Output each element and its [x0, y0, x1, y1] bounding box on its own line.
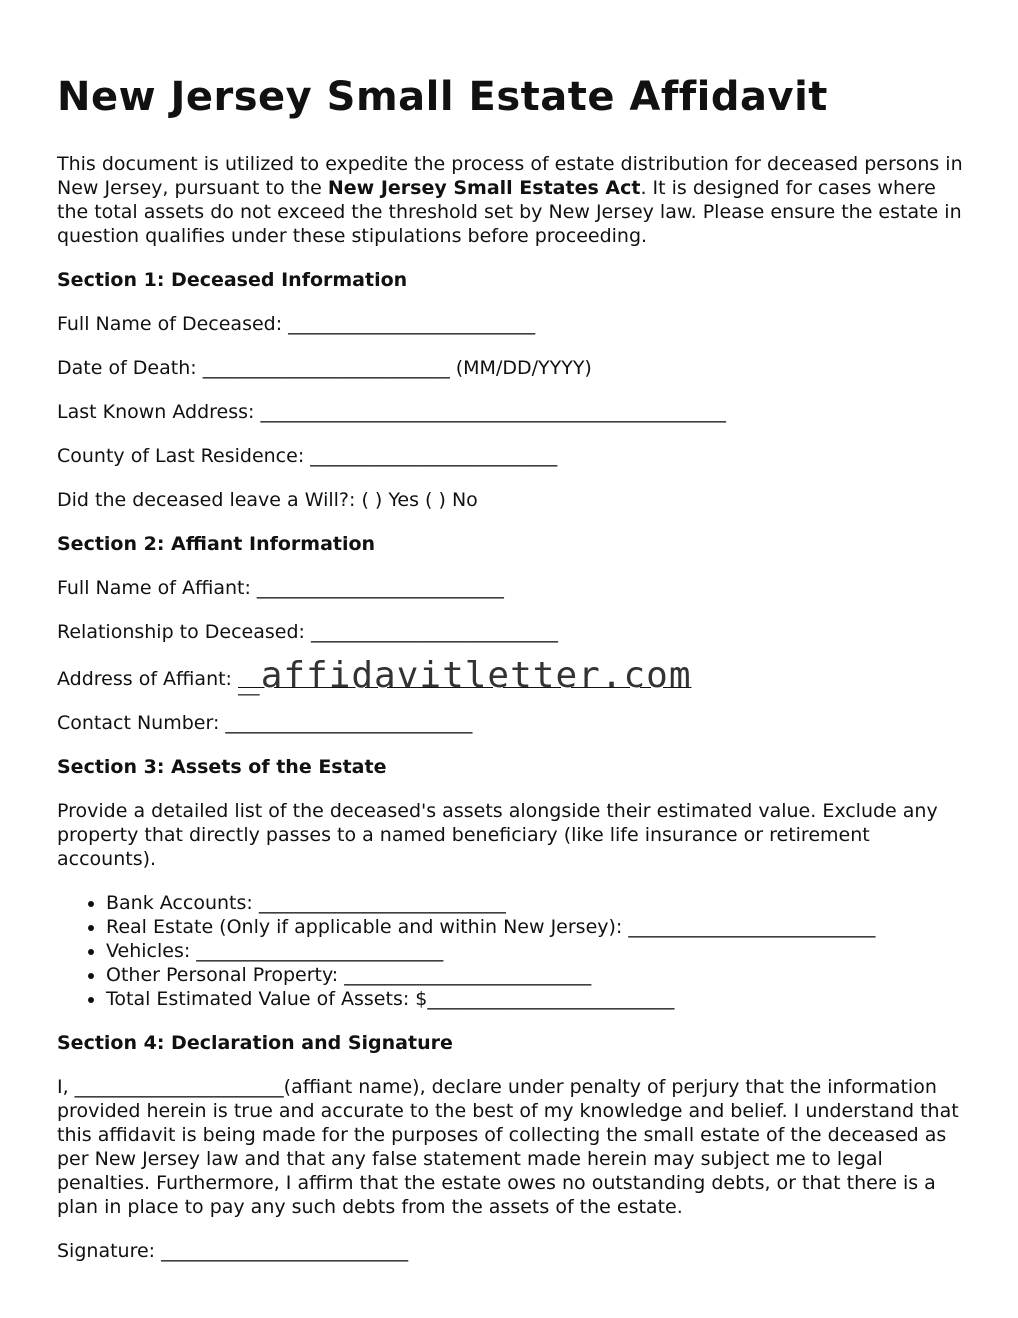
asset-other-property: • Other Personal Property: __________________________	[106, 963, 967, 987]
declaration-paragraph: I, ______________________(affiant name), declare under penalty of perjury that the information provided herein is true and accurate to the best of my knowledge and belief. I understand that this affidavit is being made for the purposes of collecting the small estate of the deceased as per New Jersey law and that any false statement made herein may subject me to legal penalties. Furthermore, I affirm that the estate owes no outstanding debts, or that there is a plan in place to pay any such debts from the assets of the estate.	[57, 1076, 959, 1218]
assets-list	[57, 891, 967, 1011]
affiant-full-name-field: Full Name of Affiant: __________________________	[57, 577, 504, 599]
relationship-field: Relationship to Deceased: __________________________	[57, 621, 558, 643]
date-of-death-field: Date of Death: __________________________ (MM/DD/YYYY)	[57, 357, 592, 379]
asset-real-estate: • Real Estate (Only if applicable and within New Jersey): __________________________	[106, 915, 967, 939]
last-known-address-field: Last Known Address: _________________________________________________	[57, 401, 726, 423]
asset-total-value: • Total Estimated Value of Assets: $__________________________	[106, 987, 967, 1011]
county-of-residence-field: County of Last Residence: __________________________	[57, 445, 558, 467]
document-page	[57, 72, 967, 1283]
section-1-heading: Section 1: Deceased Information	[57, 269, 408, 291]
intro-text-end: . It is designed for cases where the total assets do not exceed the threshold set by New Jersey law. Please ensure the estate in question qualifies under these stipulations before proceeding.	[57, 177, 962, 247]
section-4-heading: Section 4: Declaration and Signature	[57, 1032, 453, 1054]
watermark-text: _affidavitletter.com	[238, 655, 692, 696]
deceased-full-name-field: Full Name of Deceased: __________________________	[57, 313, 536, 335]
intro-text-start: This document is utilized to expedite the process of estate distribution for deceased persons in New Jersey, pursuant to the	[57, 153, 963, 199]
assets-description: Provide a detailed list of the deceased's assets alongside their estimated value. Exclude any property that directly passes to a named beneficiary (like life insurance or retirement accounts).	[57, 800, 938, 870]
asset-vehicles: • Vehicles: __________________________	[106, 939, 967, 963]
affiant-address-field	[57, 655, 967, 696]
document-title: New Jersey Small Estate Affidavit	[57, 74, 828, 120]
affiant-address-label: Address of Affiant:	[57, 668, 239, 690]
section-3-heading: Section 3: Assets of the Estate	[57, 756, 387, 778]
asset-bank-accounts: • Bank Accounts: __________________________	[106, 891, 967, 915]
contact-number-field: Contact Number: __________________________	[57, 712, 473, 734]
section-2-heading: Section 2: Affiant Information	[57, 533, 376, 555]
intro-paragraph	[57, 152, 967, 248]
will-question-field: Did the deceased leave a Will?: ( ) Yes ( ) No	[57, 489, 478, 511]
watermark-wrap	[238, 655, 692, 696]
intro-act-name: New Jersey Small Estates Act	[327, 177, 641, 199]
signature-field: Signature: __________________________	[57, 1240, 409, 1262]
